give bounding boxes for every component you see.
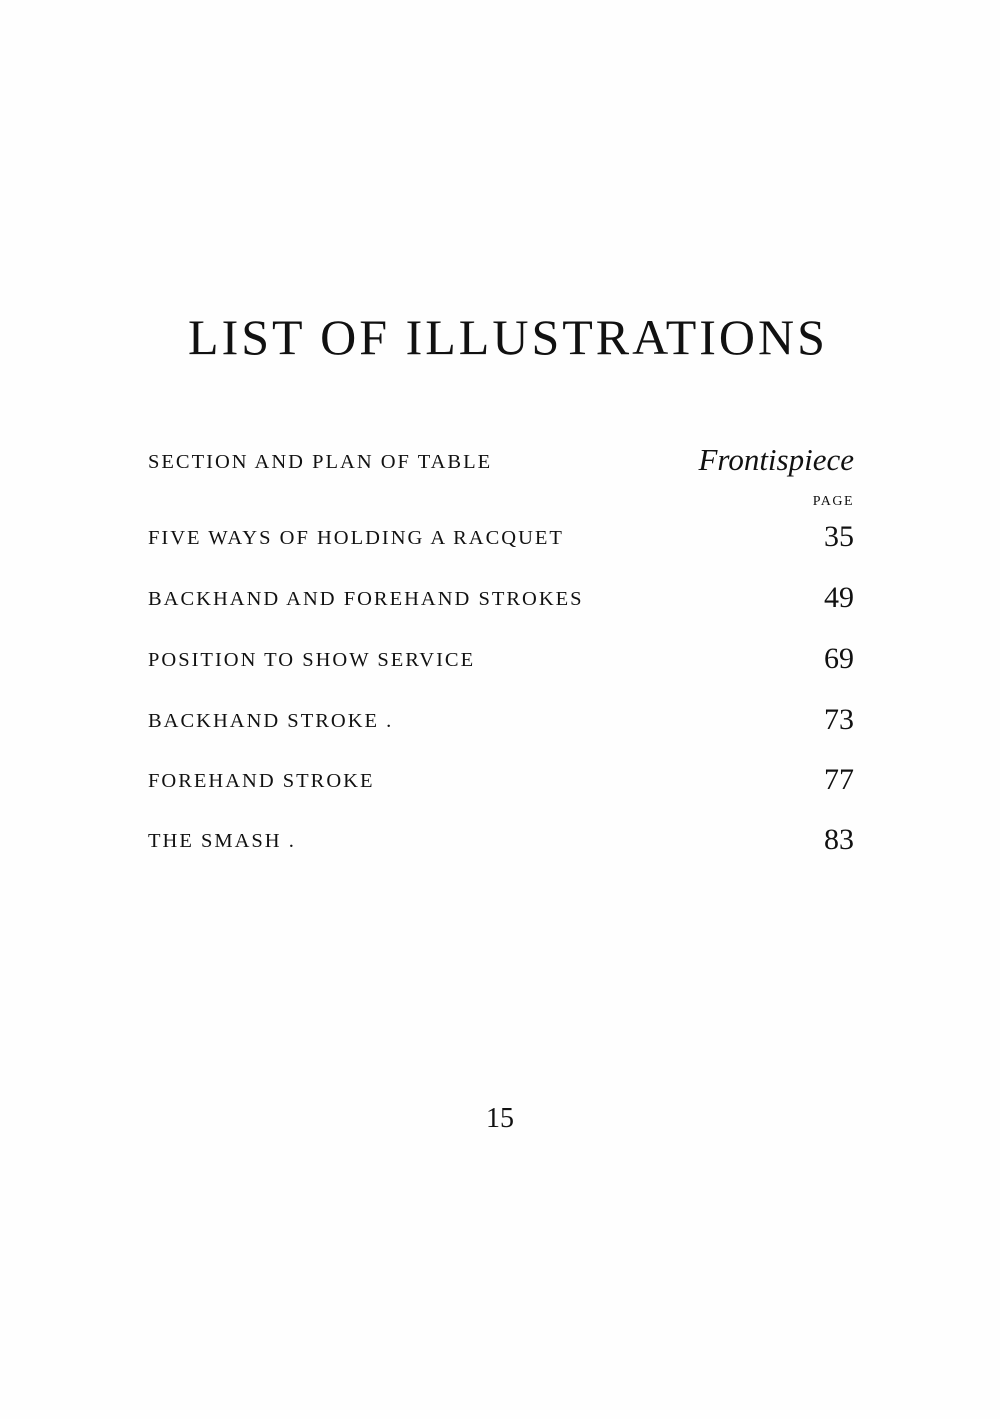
entry-page-number: 49: [824, 581, 854, 614]
entry-page-number: 73: [824, 703, 854, 736]
entry-label: BACKHAND AND FOREHAND STROKES: [148, 588, 584, 610]
list-item: [148, 514, 854, 554]
page-title: LIST OF ILLUSTRATIONS: [188, 309, 828, 365]
entry-label: SECTION AND PLAN OF TABLE: [148, 451, 493, 473]
list-item: [148, 817, 854, 857]
page-number: 15: [486, 1103, 514, 1134]
page-column-header: PAGE: [812, 494, 854, 509]
frontispiece-entry: [148, 438, 854, 478]
list-item: [148, 757, 854, 797]
entry-label: THE SMASH .: [148, 830, 296, 852]
entry-page-number: 35: [824, 520, 854, 553]
entry-page-number: 77: [824, 763, 854, 796]
entry-label: FIVE WAYS OF HOLDING A RACQUET: [148, 527, 564, 549]
list-item: [148, 636, 854, 676]
entry-location: Frontispiece: [698, 442, 854, 477]
entry-label: BACKHAND STROKE .: [148, 710, 394, 732]
entry-page-number: 83: [824, 823, 854, 856]
entry-label: POSITION TO SHOW SERVICE: [148, 649, 476, 671]
list-item: [148, 575, 854, 615]
list-item: [148, 697, 854, 737]
entry-page-number: 69: [824, 642, 854, 675]
entry-label: FOREHAND STROKE: [148, 770, 375, 792]
